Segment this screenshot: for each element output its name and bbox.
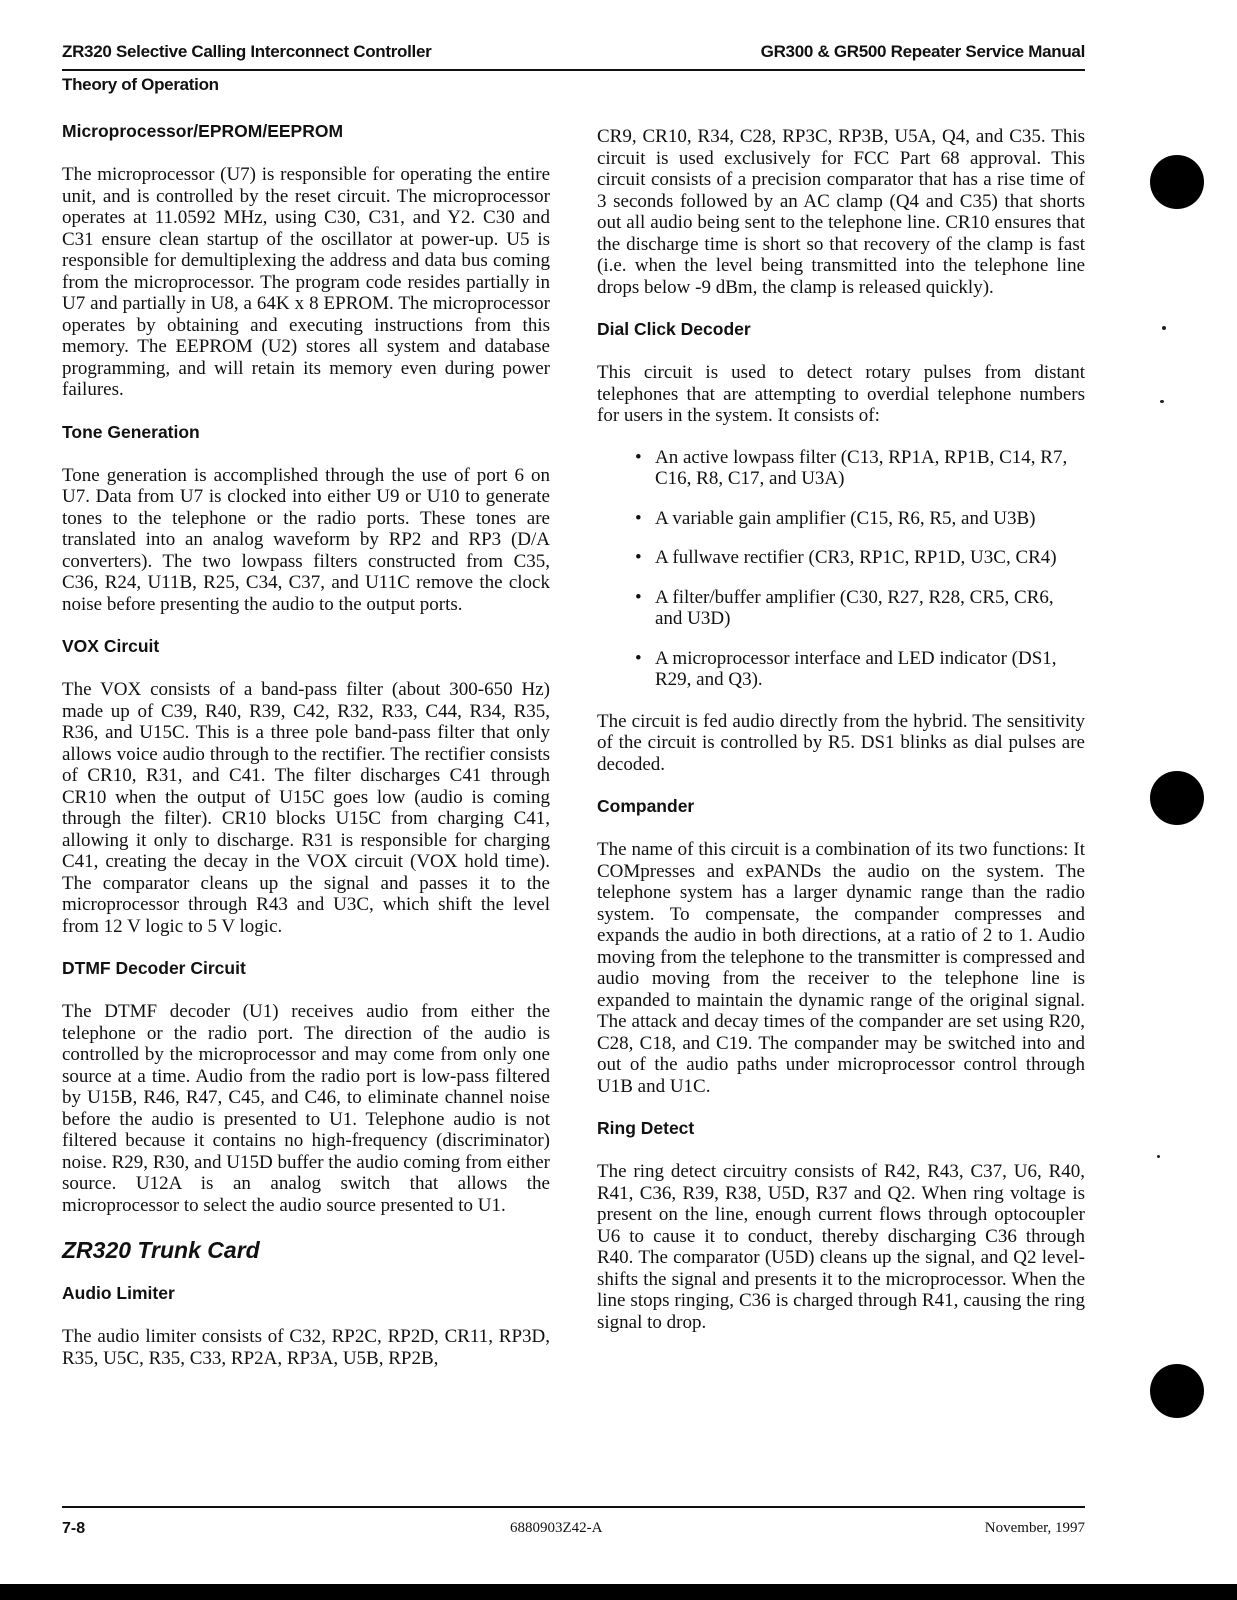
heading-dtmf-decoder: DTMF Decoder Circuit bbox=[62, 958, 246, 978]
paragraph-dial-click-summary: The circuit is fed audio directly from the hybrid. The sensitivity of the circuit is controlled by R5. DS1 blinks as dial pulses are decoded. bbox=[597, 710, 1085, 775]
list-item bbox=[635, 547, 1085, 569]
heading-ring-detect: Ring Detect bbox=[597, 1118, 695, 1138]
scan-speck bbox=[1162, 326, 1166, 330]
running-header-title: ZR320 Selective Calling Interconnect Controller bbox=[62, 42, 432, 61]
document-number: 6880903Z42-A bbox=[510, 1520, 603, 1536]
heading-audio-limiter: Audio Limiter bbox=[62, 1283, 175, 1303]
list-item bbox=[635, 446, 1085, 490]
bullet-icon: • bbox=[635, 507, 642, 529]
list-item bbox=[635, 647, 1085, 691]
left-column bbox=[62, 120, 550, 1389]
paragraph-tone-generation: Tone generation is accomplished through the use of port 6 on U7. Data from U7 is clocked into either U9 or U10 to generate tones to the telephone or the radio ports. These tones are translated into an analog waveform by RP2 and RP3 (D/A converters). The two lowpass filters constructed from C35, C36, R24, U11B, R25, C34, C37, and U11C remove the clock noise before presenting the audio to the output ports. bbox=[62, 464, 550, 615]
scan-speck bbox=[1157, 1155, 1160, 1158]
punch-hole bbox=[1150, 771, 1204, 825]
paragraph-audio-limiter-continued: CR9, CR10, R34, C28, RP3C, RP3B, U5A, Q4, and C35. This circuit is used exclusively for FCC Part 68 approval. This circuit consists of a precision comparator that has a rise time of 3 seconds followed by an AC clamp (Q4 and C35) that shorts out all audio being sent to the telephone line. CR10 ensures that the discharge time is short so that recovery of the clamp is fast (i.e. when the level being transmitted into the telephone line drops below -9 dBm, the clamp is released quickly). bbox=[597, 126, 1085, 298]
paragraph-dial-click-decoder: This circuit is used to detect rotary pulses from distant telephones that are attempting to overdial telephone numbers for users in the system. It consists of: bbox=[597, 362, 1085, 426]
list-item-text: A fullwave rectifier (CR3, RP1C, RP1D, U3C, CR4) bbox=[655, 547, 1057, 568]
heading-trunk-card: ZR320 Trunk Card bbox=[62, 1237, 260, 1263]
scan-speck bbox=[1160, 400, 1164, 403]
heading-dial-click-decoder: Dial Click Decoder bbox=[597, 319, 751, 339]
scan-edge-bar bbox=[0, 1584, 1237, 1600]
right-column bbox=[597, 126, 1085, 1353]
punch-hole bbox=[1150, 1364, 1204, 1418]
header-rule bbox=[62, 69, 1085, 71]
heading-vox-circuit: VOX Circuit bbox=[62, 636, 160, 656]
list-item-text: A variable gain amplifier (C15, R6, R5, and U3B) bbox=[655, 507, 1036, 529]
list-item-text: An active lowpass filter (C13, RP1A, RP1B, C14, R7, C16, R8, C17, and U3A) bbox=[655, 446, 1068, 489]
list-item bbox=[635, 586, 1085, 630]
bullet-icon: • bbox=[635, 446, 642, 468]
paragraph-audio-limiter: The audio limiter consists of C32, RP2C, RP2D, CR11, RP3D, R35, U5C, R35, C33, RP2A, RP3A, U5B, RP2B, bbox=[62, 1326, 550, 1369]
running-header-manual: GR300 & GR500 Repeater Service Manual bbox=[760, 42, 1085, 61]
list-item-text: A filter/buffer amplifier (C30, R27, R28, CR5, CR6, and U3D) bbox=[655, 586, 1054, 629]
publication-date: November, 1997 bbox=[984, 1520, 1085, 1536]
list-item-text: A microprocessor interface and LED indicator (DS1, R29, and Q3). bbox=[655, 647, 1057, 690]
paragraph-ring-detect: The ring detect circuitry consists of R42, R43, C37, U6, R40, R41, C36, R39, R38, U5D, R37 and Q2. When ring voltage is present on the line, enough current flows through optocoupler U6 to cause it to conduct, thereby discharging C36 through R40. The comparator (U5D) cleans up the signal, and Q2 level-shifts the signal and presents it to the microprocessor. When the line stops ringing, C36 is charged through R41, causing the ring signal to drop. bbox=[597, 1161, 1085, 1333]
heading-tone-generation: Tone Generation bbox=[62, 421, 200, 442]
page-number: 7-8 bbox=[62, 1520, 86, 1537]
bullet-icon: • bbox=[635, 586, 642, 608]
running-header-section: Theory of Operation bbox=[62, 75, 219, 94]
footer-rule bbox=[62, 1506, 1085, 1508]
heading-compander: Compander bbox=[597, 796, 695, 816]
punch-hole bbox=[1150, 155, 1204, 209]
paragraph-dtmf-decoder: The DTMF decoder (U1) receives audio from either the telephone or the radio port. The direction of the audio is controlled by the microprocessor and may come from only one source at a time. Audio from the radio port is low-pass filtered by U15B, R46, R47, C45, and C46, to eliminate channel noise before the audio is presented to U1. Telephone audio is not filtered because it contains no high-frequency (discriminator) noise. R29, R30, and U15D buffer the audio coming from either source. U12A is an analog switch that allows the microprocessor to select the audio source presented to U1. bbox=[62, 1001, 550, 1216]
list-item bbox=[635, 507, 1085, 530]
paragraph-microprocessor: The microprocessor (U7) is responsible for operating the entire unit, and is controlled by the reset circuit. The microprocessor operates at 11.0592 MHz, using C30, C31, and Y2. C30 and C31 ensure clean startup of the oscillator at power-up. U5 is responsible for demultiplexing the address and data bus coming from the microprocessor. The program code resides partially in U7 and partially in U8, a 64K x 8 EPROM. The microprocessor operates by obtaining and executing instructions from this memory. The EEPROM (U2) stores all system and database programming, and will retain its memory even during power failures. bbox=[62, 164, 550, 400]
paragraph-compander: The name of this circuit is a combination of its two functions: It COMpresses and exPANDs the audio on the system. The telephone system has a larger dynamic range than the radio system. To compensate, the compander compresses and expands the audio in both directions, at a ratio of 2 to 1. Audio moving from the telephone to the transmitter is compressed and audio moving from the receiver to the telephone line is expanded to maintain the dynamic range of the original signal. The attack and decay times of the compander are set using R20, C28, C18, and C19. The compander may be switched into and out of the audio paths under microprocessor control through U1B and U1C. bbox=[597, 839, 1085, 1097]
dial-click-components-list bbox=[597, 447, 1085, 691]
paragraph-vox-circuit: The VOX consists of a band-pass filter (about 300-650 Hz) made up of C39, R40, R39, C42, R32, R33, C44, R34, R35, R36, and U15C. This is a three pole band-pass filter that only allows voice audio through to the rectifier. The rectifier consists of CR10, R31, and C41. The filter discharges C41 through CR10 when the output of U15C goes low (audio is coming through the filter). CR10 blocks U15C from charging C41, allowing it only to discharge. R31 is responsible for charging C41, creating the decay in the VOX circuit (VOX hold time). The comparator cleans up the signal and passes it to the microprocessor through R43 and U3C, which shift the level from 12 V logic to 5 V logic. bbox=[62, 679, 550, 937]
bullet-icon: • bbox=[635, 547, 642, 568]
bullet-icon: • bbox=[635, 647, 642, 669]
heading-microprocessor: Microprocessor/EPROM/EEPROM bbox=[62, 121, 344, 141]
